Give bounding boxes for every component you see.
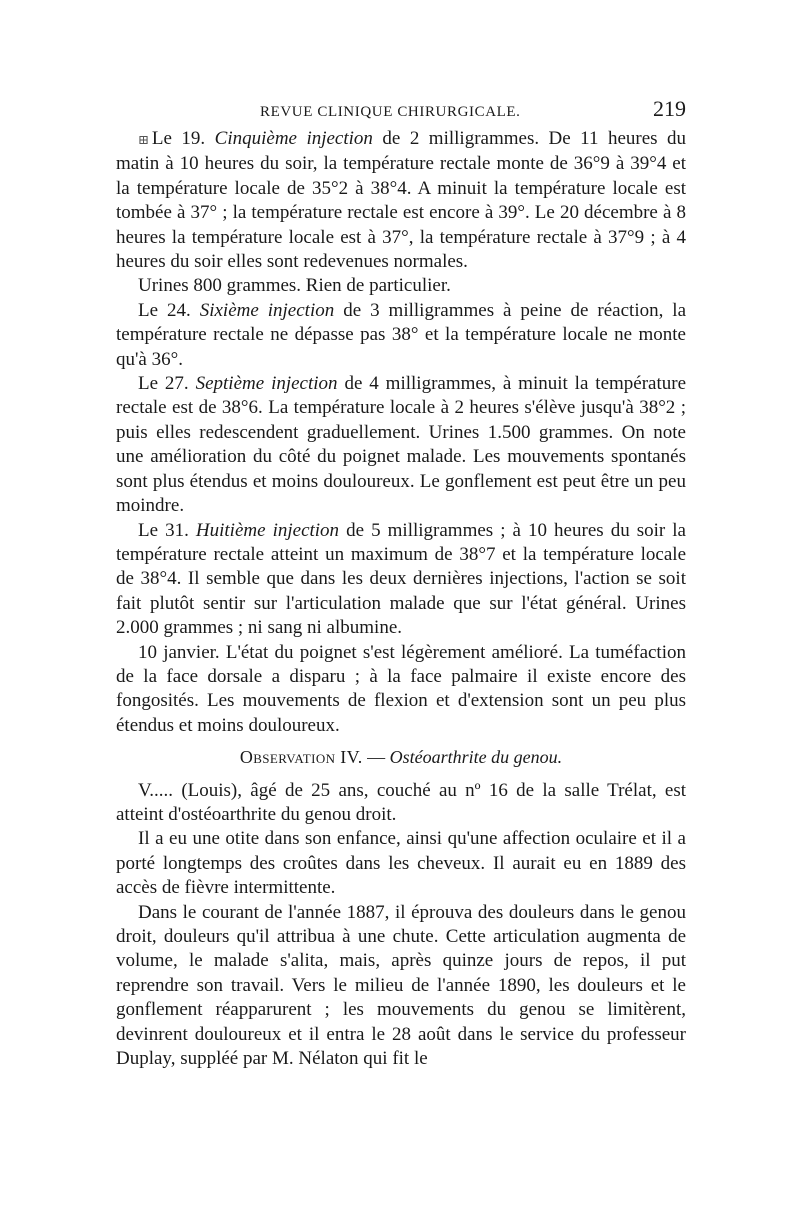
entry-date: Le 19.	[151, 128, 206, 149]
observation-subject: Ostéoarthrite du genou.	[389, 747, 563, 768]
paragraph-10-janvier	[116, 641, 686, 739]
injection-title: Sixième injection	[199, 299, 335, 321]
paragraph-text: de 2 milligrammes. De 11 heures du matin à 10 heures du soir, la température rectale monte de 36°9 à 39°4 et la température locale de 35°2 à 38°4. A minuit la température locale est tombée à 37° ; la température rectale est encore à 39°. Le 20 décembre à 8 heures la température locale est à 37°, la température rectale à 37°9 ; à 4 heures du soir elles sont redevenues normales.	[116, 128, 687, 273]
page-header	[116, 96, 686, 126]
entry-date: Le 27.	[138, 373, 189, 395]
paragraph-onset	[116, 901, 686, 1072]
entry-date: Le 31.	[138, 519, 189, 541]
paragraph-le-27	[116, 372, 686, 518]
paragraph-patient	[116, 779, 686, 828]
body-text	[116, 127, 686, 1071]
injection-title: Cinquième injection	[214, 128, 373, 149]
paragraph-le-19	[116, 127, 686, 274]
page-number: 219	[653, 96, 686, 121]
paragraph-text: 10 janvier. L'état du poignet s'est légèrement amélioré. La tuméfaction de la face dorsale a disparu ; à la face palmaire il existe encore des fongosités. Les mouvements de flexion et d'extension sont un peu plus étendus et moins douloureux.	[116, 641, 686, 736]
running-head: REVUE CLINIQUE CHIRURGICALE.	[260, 104, 521, 120]
paragraph-le-24	[116, 299, 686, 372]
paragraph-text: de 5 milligrammes ; à 10 heures du soir la température rectale atteint un maximum de 38°7 et la température locale de 38°4. Il semble que dans les deux dernières injections, l'action se soit fait plutôt sentir sur l'articulation malade que sur l'état général. Urines 2.000 grammes ; ni sang ni albumine.	[116, 519, 686, 639]
paragraph-text: de 3 milligrammes à peine de réaction, la température rectale ne dépasse pas 38° et la température locale ne monte qu'à 36°.	[116, 299, 687, 370]
paragraph-urines	[116, 274, 686, 298]
paragraph-text: Il a eu une otite dans son enfance, ainsi qu'une affection oculaire et il a porté longtemps des croûtes dans les cheveux. Il aurait eu en 1889 des accès de fièvre intermittente.	[116, 828, 686, 899]
paragraph-text: Urines 800 grammes. Rien de particulier.	[138, 275, 451, 297]
margin-mark-icon: ⊞	[138, 132, 149, 147]
entry-date: Le 24.	[138, 299, 191, 321]
observation-heading	[116, 745, 686, 769]
paragraph-le-31	[116, 519, 686, 641]
injection-title: Septième injection	[195, 373, 338, 395]
observation-label: Observation IV.	[239, 747, 363, 768]
observation-dash: —	[362, 747, 390, 768]
injection-title: Huitième injection	[195, 519, 340, 541]
paragraph-text: Dans le courant de l'année 1887, il éprouva des douleurs dans le genou droit, douleurs qu'il attribua à une chute. Cette articulation augmenta de volume, le malade s'alita, mais, après quinze jours de repos, il put reprendre son travail. Vers le milieu de l'année 1890, les douleurs et le gonflement réapparurent ; les mouvements du genou se limitèrent, devinrent douloureux et il entra le 28 août dans le service du professeur Duplay, suppléé par M. Nélaton qui fit le	[116, 901, 686, 1070]
paragraph-history	[116, 827, 686, 900]
paragraph-text: de 4 milligrammes, à minuit la température rectale est de 38°6. La température locale à 2 heures s'élève jusqu'à 38°2 ; puis elles redescendent graduellement. Urines 1.500 grammes. On note une amélioration du côté du poignet malade. Les mouvements spontanés sont plus étendus et moins douloureux. Le gonflement est peut être un peu moindre.	[116, 373, 687, 517]
paragraph-text: V..... (Louis), âgé de 25 ans, couché au nº 16 de la salle Trélat, est atteint d'ostéoarthrite du genou droit.	[116, 779, 686, 825]
